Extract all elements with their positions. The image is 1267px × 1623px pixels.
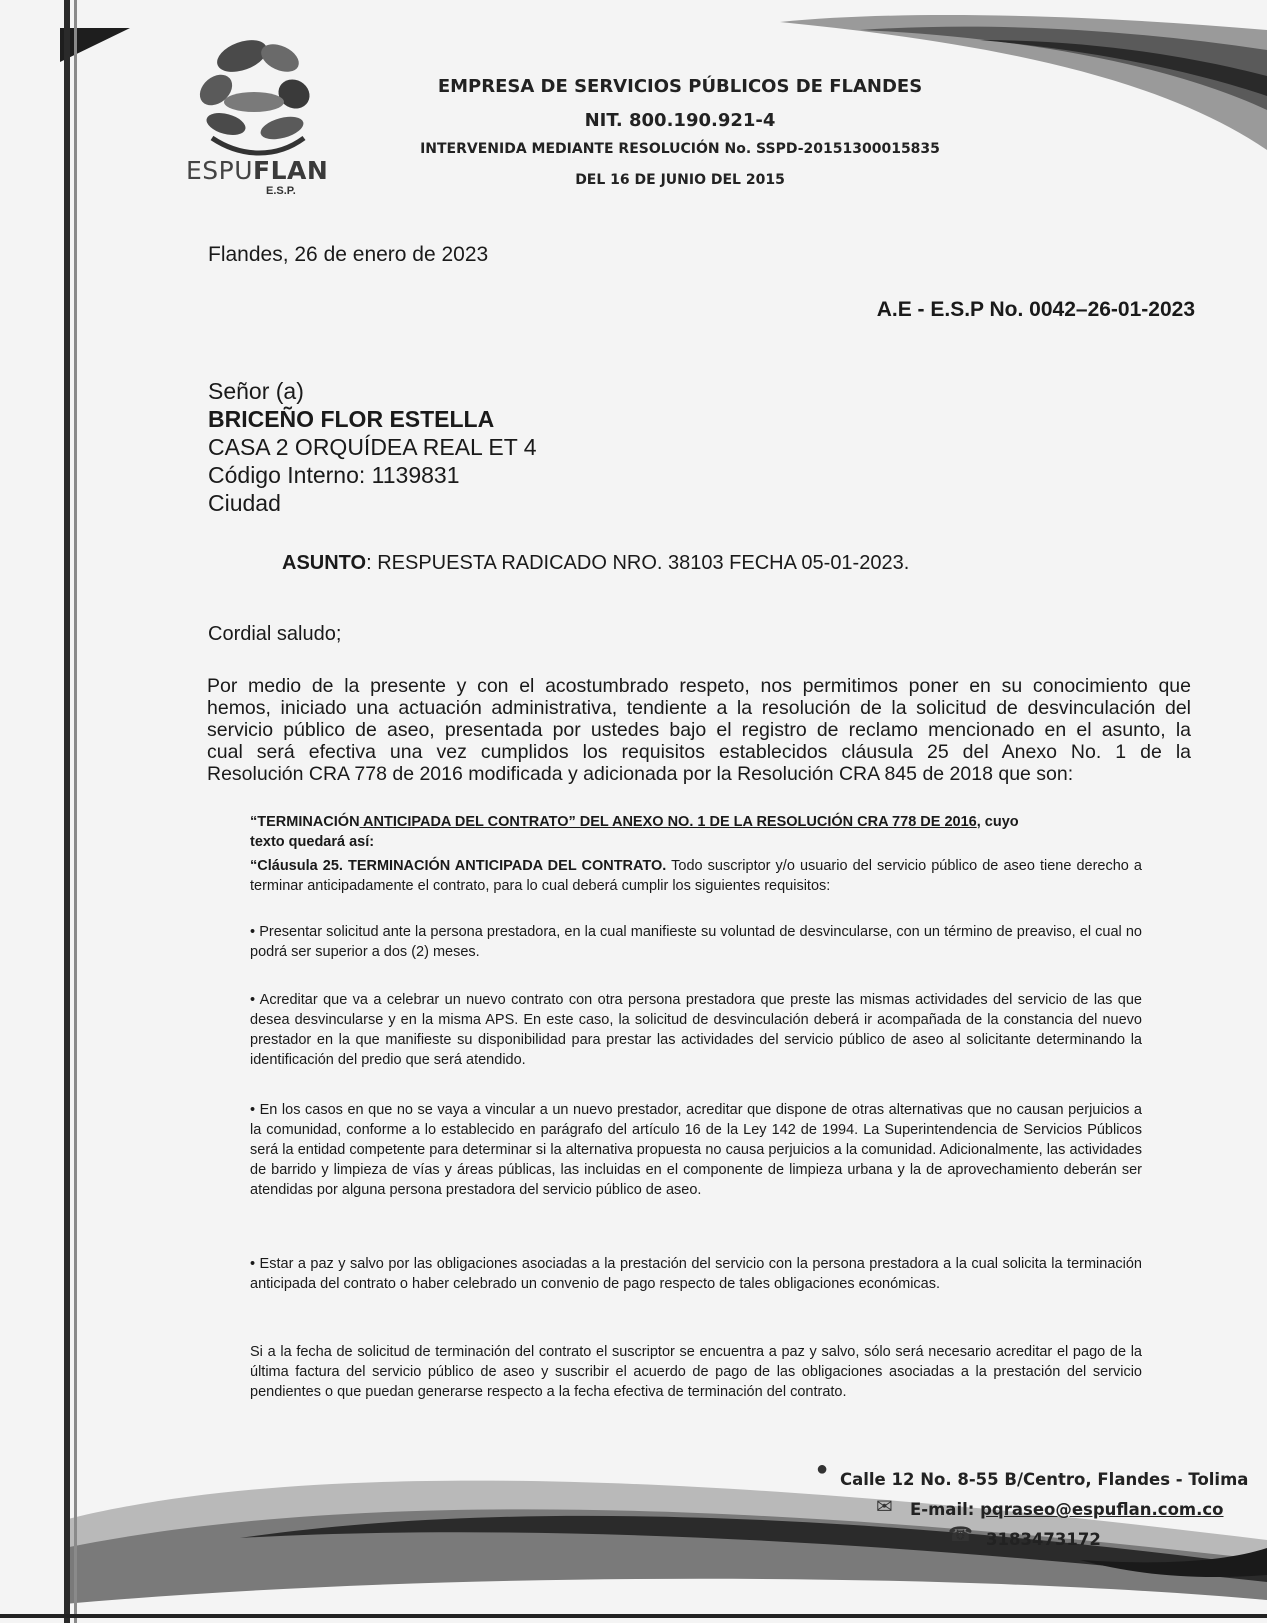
footer-email[interactable]: pqraseo@espuflan.com.co bbox=[980, 1500, 1224, 1519]
body-line-3: servicio público de aseo, presentada por ustedes bajo el registro de reclamo mencionado en el asunto, la bbox=[207, 719, 1191, 741]
footer-email-label: E-mail: bbox=[910, 1500, 981, 1519]
quote-title-c: , cuyo bbox=[976, 814, 1019, 830]
left-border-inner bbox=[74, 0, 77, 1623]
subject-text: : RESPUESTA RADICADO NRO. 38103 FECHA 05-01-2023. bbox=[366, 552, 910, 574]
place-date: Flandes, 26 de enero de 2023 bbox=[208, 243, 489, 266]
company-name: EMPRESA DE SERVICIOS PÚBLICOS DE FLANDES bbox=[437, 76, 923, 97]
recipient-address: CASA 2 ORQUÍDEA REAL ET 4 bbox=[208, 434, 537, 460]
quote-clause bbox=[250, 856, 1142, 896]
footer-phone: 3183473172 bbox=[986, 1530, 1101, 1549]
subject-label: ASUNTO bbox=[282, 552, 367, 574]
body-line-4: cual será efectiva una vez cumplidos los requisitos establecidos cláusula 25 del Anexo No. 1 de la bbox=[207, 741, 1191, 763]
reference-number: A.E - E.S.P No. 0042–26-01-2023 bbox=[876, 298, 1195, 321]
recipient-title: Señor (a) bbox=[208, 378, 304, 404]
footer-email-line bbox=[910, 1500, 1224, 1519]
recipient-name: BRICEÑO FLOR ESTELLA bbox=[208, 406, 495, 432]
quote-bullet-1: • Presentar solicitud ante la persona prestadora, en la cual manifieste su voluntad de desvincularse, con un término de preaviso, el cual no podrá ser superior a dos (2) meses. bbox=[250, 924, 1142, 960]
quote-title-d: texto quedará así: bbox=[250, 834, 375, 850]
logo-subtitle: E.S.P. bbox=[266, 185, 296, 197]
body-line-2: hemos, iniciado una actuación administrativa, tendiente a la resolución de la solicitud de desvinculación del bbox=[207, 697, 1191, 719]
quote-bullet-3: • En los casos en que no se vaya a vincular a un nuevo prestador, acreditar que dispone de otras alternativas que no causan perjuicios a la comunidad, conforme a lo establecido en parágrafo del artículo 16 de la Ley 142 de 1994. La Superintendencia de Servicios Públicos será la entidad competente para determinar si la alternativa propuesta no causa perjuicios a la comunidad. Adicionalmente, las actividades de barrido y limpieza de vías y áreas públicas, las incluidas en el componente de limpieza urbana y la de aprovechamiento deberán ser atendidas por alguna persona prestadora del servicio público de aseo. bbox=[250, 1102, 1142, 1198]
recipient-code: Código Interno: 1139831 bbox=[208, 462, 460, 488]
logo-wordmark bbox=[186, 156, 328, 185]
clause-text: Todo suscriptor y/o usuario del servicio público de aseo tiene derecho a terminar anticipadamente el contrato, para lo cual deberá cumplir los siguientes requisitos: bbox=[250, 858, 1142, 894]
logo-name-light: ESPU bbox=[186, 156, 254, 185]
envelope-icon: ✉ bbox=[876, 1496, 893, 1518]
logo-name-bold: FLAN bbox=[253, 156, 329, 185]
company-nit: NIT. 800.190.921-4 bbox=[584, 110, 776, 131]
greeting: Cordial saludo; bbox=[208, 623, 342, 645]
intervention-resolution: INTERVENIDA MEDIANTE RESOLUCIÓN No. SSPD-20151300015835 bbox=[420, 141, 940, 157]
location-pin-icon: ● bbox=[816, 1458, 829, 1480]
recipient-city: Ciudad bbox=[208, 490, 281, 516]
subject-line bbox=[282, 552, 909, 575]
quote-bullet-4: • Estar a paz y salvo por las obligaciones asociadas a la prestación del servicio con la persona prestadora a la cual solicita la terminación anticipada del contrato o haber celebrado un convenio de pago respecto de tales obligaciones económicas. bbox=[250, 1256, 1142, 1292]
body-line-5: Resolución CRA 778 de 2016 modificada y adicionada por la Resolución CRA 845 de 2018 que son: bbox=[207, 763, 1074, 785]
quote-bullet-2: • Acreditar que va a celebrar un nuevo contrato con otra persona prestadora que preste las mismas actividades del servicio de las que desea desvincularse y en la misma APS. En este caso, la solicitud de desvinculación deberá ir acompañada de la constancia del nuevo prestador en la que manifieste su disponibilidad para prestar las actividades del servicio público de aseo al solicitante determinando la identificación del predio que será atendido. bbox=[250, 992, 1142, 1068]
quote-closing: Si a la fecha de solicitud de terminación del contrato el suscriptor se encuentra a paz y salvo, sólo será necesario acreditar el pago de la última factura del servicio público de aseo y suscribir el acuerdo de pago de las obligaciones asociadas a la prestación del servicio pendientes o que puedan generarse respecto a la fecha efectiva de terminación del contrato. bbox=[250, 1344, 1142, 1400]
body-line-1: Por medio de la presente y con el acostumbrado respeto, nos permitimos poner en su conocimiento que bbox=[207, 675, 1191, 697]
quote-title-b: ANTICIPADA DEL CONTRATO” DEL ANEXO NO. 1 DE LA RESOLUCIÓN CRA 778 DE 2016 bbox=[359, 814, 977, 830]
footer-address: Calle 12 No. 8-55 B/Centro, Flandes - Tolima bbox=[840, 1470, 1249, 1489]
phone-icon: ☎ bbox=[948, 1524, 973, 1546]
left-border bbox=[64, 0, 70, 1623]
bottom-border bbox=[0, 1614, 1267, 1618]
clause-heading: “Cláusula 25. TERMINACIÓN ANTICIPADA DEL CONTRATO. bbox=[250, 858, 667, 874]
quote-title bbox=[250, 812, 1142, 852]
intervention-date: DEL 16 DE JUNIO DEL 2015 bbox=[575, 172, 785, 188]
quote-title-a: “TERMINACIÓN bbox=[250, 814, 360, 830]
